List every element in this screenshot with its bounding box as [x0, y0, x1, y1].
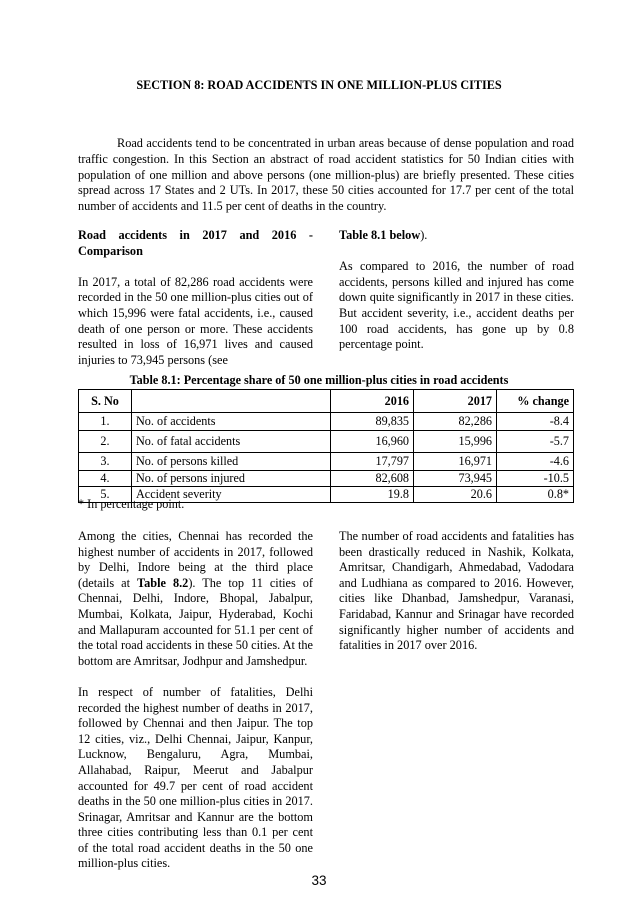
- table-footnote: * In percentage point.: [78, 497, 185, 511]
- cities-left-column: [78, 529, 313, 888]
- cities-para1-b: ). The top 11 cities of Chennai, Delhi, Indore, Bhopal, Jabalpur, Mumbai, Kolkata, Jaipur, Hyderabad, Kochi and Mallapuram accounted for 51.1 per cent of the total road accidents in these 50 cities. At the bottom are Amritsar, Jodhpur and Jamshedpur.: [78, 575, 313, 668]
- table-row: [79, 453, 574, 471]
- comparison-para1-end: ).: [420, 228, 428, 242]
- table-row: [79, 431, 574, 453]
- comparison-heading: Road accidents in 2017 and 2016 - Comparison: [78, 228, 313, 258]
- row-sno: 5.: [79, 487, 132, 503]
- row-2017: 20.6: [414, 487, 497, 503]
- cities-para1: [78, 529, 313, 669]
- intro-text: Road accidents tend to be concentrated in urban areas because of dense population and road traffic congestion. In this Section an abstract of road accident statistics for 50 Indian cities with population of one million and above persons (one million-plus) are briefly presented. These cities spread across 17 States and 2 UTs. In 2017, these 50 cities accounted for 17.7 per cent of the total number of accidents and 11.5 per cent of deaths in the country.: [78, 136, 574, 214]
- comparison-para1-ref-line: [339, 228, 574, 244]
- header-2016: 2016: [331, 390, 414, 413]
- cities-para2: In respect of number of fatalities, Delhi recorded the highest number of deaths in 2017, followed by Chennai and then Jaipur. The top 12 cities, viz., Delhi Chennai, Jaipur, Kanpur, Lucknow, Bengaluru, Agra, Mumbai, Allahabad, Raipur, Meerut and Jabalpur accounted for 49.7 per cent of road accident deaths in the 50 one million-plus cities in 2017. Srinagar, Amritsar and Kannur are the bottom three cities contributing less than 0.1 per cent of the total road accident deaths in the 50 one million-plus cities.: [78, 684, 313, 871]
- table-caption: Table 8.1: Percentage share of 50 one million-plus cities in road accidents: [129, 373, 509, 387]
- comparison-para1-part: [78, 275, 313, 369]
- row-change: -10.5: [497, 471, 574, 487]
- row-2016: 16,960: [331, 431, 414, 453]
- page-number: 33: [311, 873, 327, 888]
- row-2016: 82,608: [331, 471, 414, 487]
- row-sno: 2.: [79, 431, 132, 453]
- row-sno: 1.: [79, 413, 132, 431]
- row-label: Accident severity: [132, 487, 331, 503]
- table-8-1-ref: Table 8.1 below: [339, 228, 421, 242]
- row-label: No. of fatal accidents: [132, 431, 331, 453]
- table-8-2-ref: Table 8.2: [137, 575, 189, 590]
- row-sno: 3.: [79, 453, 132, 471]
- comparison-right-column: [339, 228, 574, 368]
- header-sno: S. No: [79, 390, 132, 413]
- row-2017: 82,286: [414, 413, 497, 431]
- row-change: -4.6: [497, 453, 574, 471]
- intro-paragraph: [78, 136, 574, 215]
- comparison-left-column: [78, 228, 313, 384]
- row-change: 0.8*: [497, 487, 574, 503]
- comparison-para2: As compared to 2016, the number of road accidents, persons killed and injured has come down quite significantly in 2017 in these cities. But accident severity, i.e., accident deaths per 100 road accidents, has gone up by 0.8 percentage point.: [339, 259, 574, 352]
- cities-para1-a: Among the cities, Chennai has recorded the highest number of accidents in 2017, followed by Delhi, Indore being at the third place (details at: [78, 529, 313, 590]
- row-sno: 4.: [79, 471, 132, 487]
- table-row: [79, 471, 574, 487]
- row-2017: 73,945: [414, 471, 497, 487]
- row-change: -5.7: [497, 431, 574, 453]
- section-title: SECTION 8: ROAD ACCIDENTS IN ONE MILLION-PLUS CITIES: [136, 78, 502, 92]
- row-change: -8.4: [497, 413, 574, 431]
- comparison-para1-text: In 2017, a total of 82,286 road accidents were recorded in the 50 one million-plus cities out of which 15,996 were fatal accidents, i.e., caused death of one person or more. These accidents resulted in loss of 16,971 lives and caused injuries to 73,945 persons (see: [78, 274, 313, 367]
- table-header-row: [79, 390, 574, 413]
- row-label: No. of accidents: [132, 413, 331, 431]
- row-2017: 15,996: [414, 431, 497, 453]
- row-label: No. of persons killed: [132, 453, 331, 471]
- row-label: No. of persons injured: [132, 471, 331, 487]
- row-2016: 19.8: [331, 487, 414, 503]
- row-2017: 16,971: [414, 453, 497, 471]
- accidents-table: [78, 389, 574, 503]
- header-2017: 2017: [414, 390, 497, 413]
- table-row: [79, 413, 574, 431]
- header-label: [132, 390, 331, 413]
- row-2016: 17,797: [331, 453, 414, 471]
- row-2016: 89,835: [331, 413, 414, 431]
- cities-right-column: [339, 529, 574, 669]
- header-change: % change: [497, 390, 574, 413]
- cities-para3: The number of road accidents and fatalities has been drastically reduced in Nashik, Kolkata, Amritsar, Chandigarh, Ahmedabad, Vadodara and Ludhiana as compared to 2016. However, cities like Dhanbad, Jamshedpur, Varanasi, Faridabad, Kannur and Srinagar have recorded significantly higher number of accidents and fatalities in 2017 over 2016.: [339, 529, 574, 653]
